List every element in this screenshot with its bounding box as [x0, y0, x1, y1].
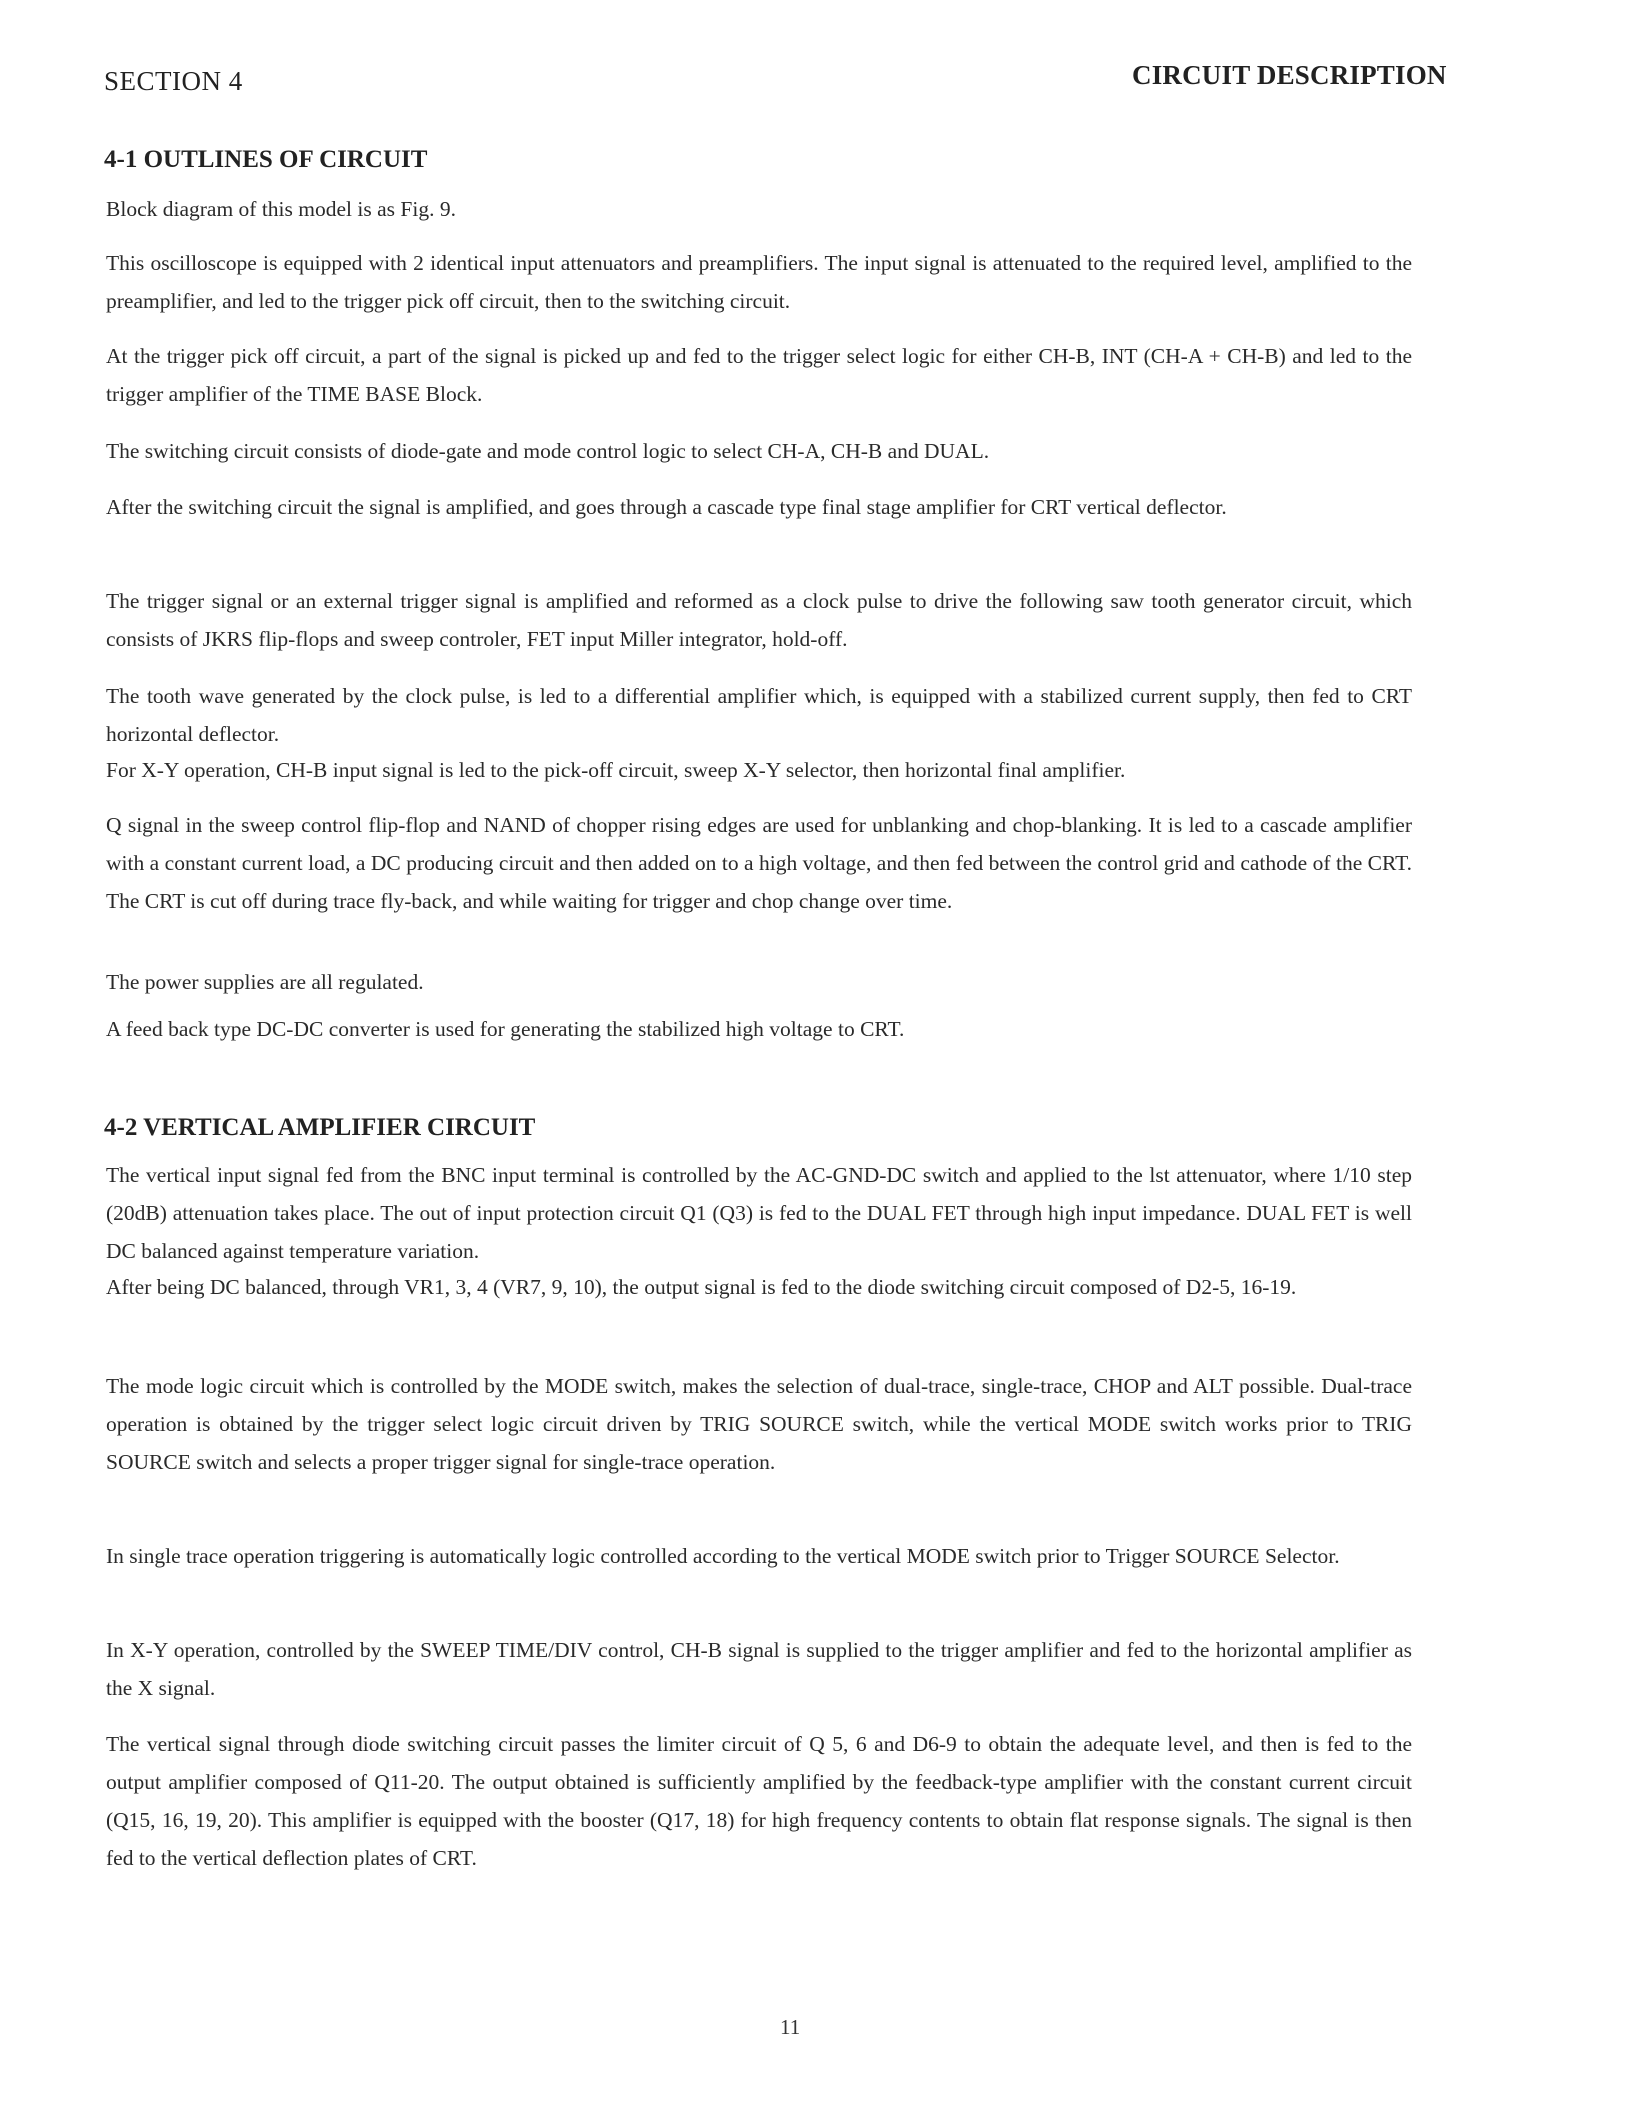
- paragraph: After the switching circuit the signal is amplified, and goes through a cascade type final stage amplifier for CRT vertical deflector.: [106, 495, 1227, 519]
- section-label: SECTION 4: [104, 66, 243, 96]
- paragraph: The vertical input signal fed from the BNC input terminal is controlled by the AC-GND-DC switch and applied to the lst attenuator, where 1/10 step (20dB) attenuation takes place. The out of input protection circuit Q1 (Q3) is fed to the DUAL FET through high input impedance. DUAL FET is well DC balanced against temperature variation.: [106, 1163, 1412, 1263]
- paragraph: For X-Y operation, CH-B input signal is led to the pick-off circuit, sweep X-Y selector, then horizontal final amplifier.: [106, 758, 1126, 782]
- section-heading-outlines: 4-1 OUTLINES OF CIRCUIT: [104, 146, 428, 173]
- paragraph: In single trace operation triggering is automatically logic controlled according to the vertical MODE switch prior to Trigger SOURCE Selector.: [106, 1544, 1340, 1568]
- paragraph: Q signal in the sweep control flip-flop and NAND of chopper rising edges are used for unblanking and chop-blanking. It is led to a cascade amplifier with a constant current load, a DC producing circuit and then added on to a high voltage, and then fed between the control grid and cathode of the CRT. The CRT is cut off during trace fly-back, and while waiting for trigger and chop change over time.: [106, 813, 1412, 913]
- section-heading-vertical-amplifier: 4-2 VERTICAL AMPLIFIER CIRCUIT: [104, 1114, 536, 1141]
- paragraph: At the trigger pick off circuit, a part of the signal is picked up and fed to the trigger select logic for either CH-B, INT (CH-A + CH-B) and led to the trigger amplifier of the TIME BASE Block.: [106, 344, 1412, 406]
- paragraph: The switching circuit consists of diode-gate and mode control logic to select CH-A, CH-B and DUAL.: [106, 439, 990, 463]
- paragraph: The tooth wave generated by the clock pulse, is led to a differential amplifier which, is equipped with a stabilized current supply, then fed to CRT horizontal deflector.: [106, 684, 1412, 746]
- paragraph: After being DC balanced, through VR1, 3, 4 (VR7, 9, 10), the output signal is fed to the diode switching circuit composed of D2-5, 16-19.: [106, 1275, 1297, 1299]
- paragraph: This oscilloscope is equipped with 2 identical input attenuators and preamplifiers. The input signal is attenuated to the required level, amplified to the preamplifier, and led to the trigger pick off circuit, then to the switching circuit.: [106, 251, 1412, 313]
- paragraph: A feed back type DC-DC converter is used for generating the stabilized high voltage to CRT.: [106, 1017, 905, 1041]
- paragraph: The mode logic circuit which is controlled by the MODE switch, makes the selection of dual-trace, single-trace, CHOP and ALT possible. Dual-trace operation is obtained by the trigger select logic circuit driven by TRIG SOURCE switch, while the vertical MODE switch works prior to TRIG SOURCE switch and selects a proper trigger signal for single-trace operation.: [106, 1374, 1412, 1474]
- paragraph: Block diagram of this model is as Fig. 9.: [106, 197, 456, 221]
- paragraph: The vertical signal through diode switching circuit passes the limiter circuit of Q 5, 6 and D6-9 to obtain the adequate level, and then is fed to the output amplifier composed of Q11-20. The output obtained is sufficiently amplified by the feedback-type amplifier with the constant current circuit (Q15, 16, 19, 20). This amplifier is equipped with the booster (Q17, 18) for high frequency contents to obtain flat response signals. The signal is then fed to the vertical deflection plates of CRT.: [106, 1732, 1412, 1870]
- paragraph: The power supplies are all regulated.: [106, 970, 424, 994]
- paragraph: The trigger signal or an external trigger signal is amplified and reformed as a clock pulse to drive the following saw tooth generator circuit, which consists of JKRS flip-flops and sweep controler, FET input Miller integrator, hold-off.: [106, 589, 1412, 651]
- paragraph: In X-Y operation, controlled by the SWEEP TIME/DIV control, CH-B signal is supplied to the trigger amplifier and fed to the horizontal amplifier as the X signal.: [106, 1638, 1412, 1700]
- chapter-title: CIRCUIT DESCRIPTION: [1132, 60, 1447, 90]
- page-number: 11: [780, 2015, 801, 2039]
